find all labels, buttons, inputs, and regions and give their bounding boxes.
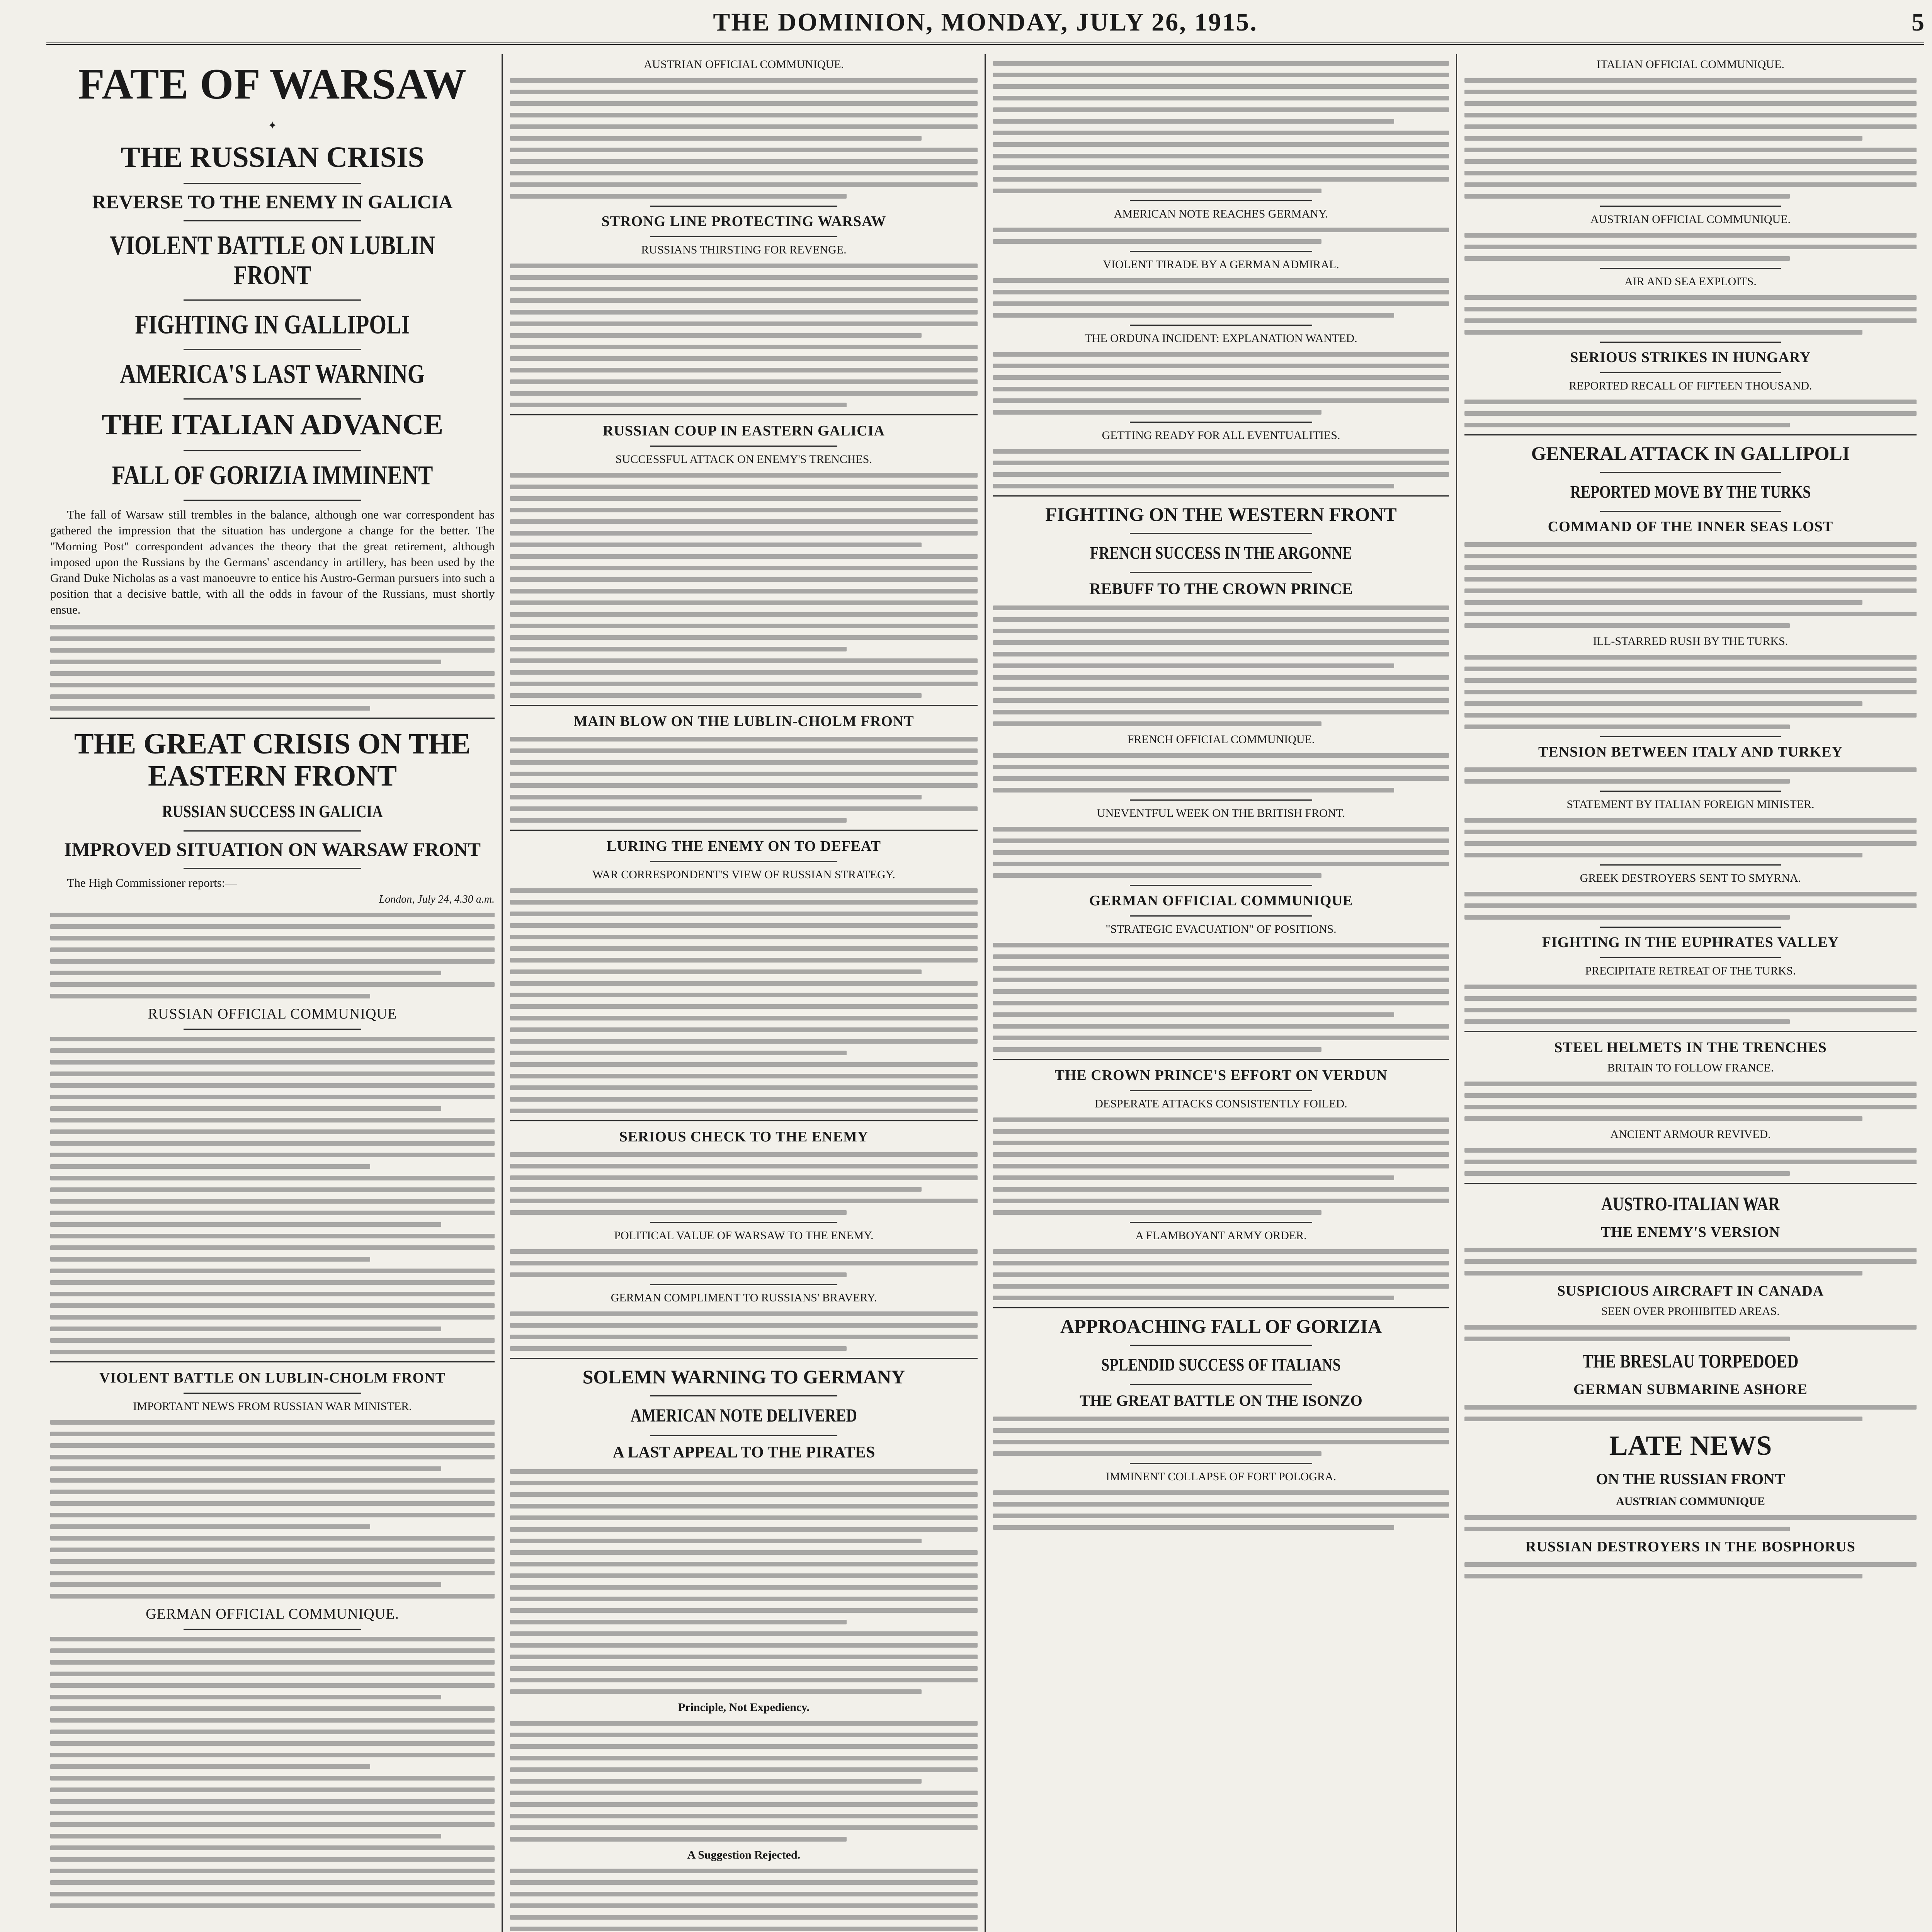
separator [1600,472,1781,473]
headline-strategic-evacuation: "STRATEGIC EVACUATION" OF POSITIONS. [1105,923,1337,936]
separator [184,830,361,832]
separator [1130,251,1312,252]
article-text [1464,818,1917,857]
article-text [50,913,495,998]
headline-eastern-front: THE GREAT CRISIS ON THE EASTERN FRONT [74,727,471,793]
separator [184,1393,361,1394]
separator [184,1029,361,1030]
separator [993,495,1449,497]
headline-breslau: THE BRESLAU TORPEDOED [1582,1350,1799,1372]
article-text [1464,400,1917,427]
headline-warsaw-situation: IMPROVED SITUATION ON WARSAW FRONT [64,838,481,861]
separator [1600,927,1781,928]
headline-russian-front: ON THE RUSSIAN FRONT [1596,1470,1785,1488]
separator [1130,572,1312,573]
headline-desperate-attacks: DESPERATE ATTACKS CONSISTENTLY FOILED. [1095,1097,1347,1111]
article-text [993,449,1449,488]
high-commissioner-line: The High Commissioner reports:— [67,876,237,889]
headline-enemys-version: THE ENEMY'S VERSION [1601,1224,1780,1241]
article-text [993,352,1449,415]
separator [184,1629,361,1630]
separator [1130,1463,1312,1464]
article-text [993,605,1449,726]
headline-austro-italian-war: AUSTRO-ITALIAN WAR [1601,1193,1780,1215]
headline-italian-communique: ITALIAN OFFICIAL COMMUNIQUE. [1597,58,1784,71]
headline-crown-prince-verdun: THE CROWN PRINCE'S EFFORT ON VERDUN [1054,1067,1388,1084]
page-number: 5 [1912,8,1924,36]
headline-getting-ready: GETTING READY FOR ALL EVENTUALITIES. [1102,429,1340,442]
headline-successful-attack: SUCCESSFUL ATTACK ON ENEMY'S TRENCHES. [616,453,872,466]
headline-steel-helmets: STEEL HELMETS IN THE TRENCHES [1554,1039,1827,1056]
separator [1130,325,1312,326]
headline-gallipoli: FIGHTING IN GALLIPOLI [135,310,410,340]
article-text [1464,1082,1917,1121]
headline-greek-destroyers: GREEK DESTROYERS SENT TO SMYRNA. [1580,872,1801,885]
article-text [510,473,978,698]
separator [993,1059,1449,1060]
article-text [510,78,978,199]
headline-euphrates: FIGHTING IN THE EUPHRATES VALLEY [1542,934,1839,951]
headline-prohibited-areas: SEEN OVER PROHIBITED AREAS. [1601,1305,1780,1318]
headline-orduna-incident: THE ORDUNA INCIDENT: EXPLANATION WANTED. [1085,332,1357,345]
separator [1600,342,1781,343]
headline-fate-of-warsaw: FATE OF WARSAW [78,60,467,108]
headline-russian-communique: RUSSIAN OFFICIAL COMMUNIQUE [148,1005,397,1022]
separator [50,718,495,719]
headline-german-communique: GERMAN OFFICIAL COMMUNIQUE. [146,1605,399,1622]
separator [650,861,837,862]
separator [1600,511,1781,512]
column-rule [985,54,986,1932]
masthead-title: THE DOMINION, MONDAY, JULY 26, 1915. [713,8,1258,36]
article-text [993,827,1449,878]
separator [1600,864,1781,866]
article-text [510,1249,978,1277]
separator [510,414,978,415]
column-1 [50,54,495,1932]
headline-austrian-communique-4: AUSTRIAN OFFICIAL COMMUNIQUE. [1590,213,1791,226]
headline-ancient-armour: ANCIENT ARMOUR REVIVED. [1610,1128,1771,1141]
separator [650,446,837,447]
headline-lublin-front: VIOLENT BATTLE ON LUBLIN FRONT [110,230,435,290]
article-text [510,264,978,407]
article-text [993,61,1449,193]
separator [510,830,978,831]
separator [510,1120,978,1121]
headline-note-reaches-germany: AMERICAN NOTE REACHES GERMANY. [1114,207,1328,220]
headline-american-note: AMERICAN NOTE DELIVERED [630,1405,857,1426]
headline-russian-destroyers: RUSSIAN DESTROYERS IN THE BOSPHORUS [1526,1539,1855,1555]
headline-german-compliment: GERMAN COMPLIMENT TO RUSSIANS' BRAVERY. [611,1291,877,1304]
article-text [1464,985,1917,1024]
separator [1130,200,1312,201]
headline-inner-seas: COMMAND OF THE INNER SEAS LOST [1548,519,1833,535]
separator [184,349,361,350]
headline-late-news: LATE NEWS [1609,1430,1772,1461]
headline-flamboyant-order: A FLAMBOYANT ARMY ORDER. [1135,1229,1307,1242]
article-text [1464,767,1917,784]
headline-gorizia: FALL OF GORIZIA IMMINENT [112,461,433,491]
dateline: London, July 24, 4.30 a.m. [379,893,495,905]
headline-solemn-warning: SOLEMN WARNING TO GERMANY [582,1366,905,1388]
headline-violent-tirade: VIOLENT TIRADE BY A GERMAN ADMIRAL. [1103,258,1339,271]
separator [184,868,361,869]
headline-general-attack: GENERAL ATTACK IN GALLIPOLI [1531,442,1850,464]
headline-foreign-minister: STATEMENT BY ITALIAN FOREIGN MINISTER. [1566,798,1815,811]
column-rule [1456,54,1457,1932]
headline-approaching-fall: APPROACHING FALL OF GORIZIA [1060,1315,1382,1337]
separator [1600,372,1781,373]
headline-french-communique: FRENCH OFFICIAL COMMUNIQUE. [1127,733,1315,746]
separator [1130,1345,1312,1346]
headline-thirsting-revenge: RUSSIANS THIRSTING FOR REVENGE. [641,243,847,256]
separator [1600,957,1781,958]
headline-strong-line: STRONG LINE PROTECTING WARSAW [601,213,886,230]
article-text [1464,1562,1917,1578]
article-text [1464,1515,1917,1531]
intro-paragraph: The fall of Warsaw still trembles in the balance, although one war correspondent has gathered the impression that the situation has undergone a change for the better. The "Morning Post" correspondent advances the theory that the great retirement, although imposed upon the Russians by the Germans' ascendancy in artillery, has been used by the Grand Duke Nicholas as a vast manoeuvre to entice his Austro-German pursuers into such a position that a decisive battle, with all the odds in favour of the Russians, must shortly ensue. [50,508,495,616]
article-text [993,228,1449,244]
headline-war-minister: IMPORTANT NEWS FROM RUSSIAN WAR MINISTER. [133,1400,412,1413]
headline-air-sea: AIR AND SEA EXPLOITS. [1624,275,1757,288]
separator [1130,422,1312,423]
separator [1130,1384,1312,1385]
article-text [1464,233,1917,261]
article-text [510,737,978,823]
article-text [1464,1248,1917,1276]
separator [1130,885,1312,886]
headline-uneventful-week: UNEVENTFUL WEEK ON THE BRITISH FRONT. [1097,807,1345,820]
article-text [1464,542,1917,628]
separator [1464,1031,1917,1032]
article-text [510,1469,978,1694]
headline-lublin-cholm: VIOLENT BATTLE ON LUBLIN-CHOLM FRONT [99,1369,446,1386]
headline-britain-follow: BRITAIN TO FOLLOW FRANCE. [1607,1061,1774,1075]
headline-serious-check: SERIOUS CHECK TO THE ENEMY [619,1129,869,1145]
separator [1130,1090,1312,1091]
headline-ill-starred: ILL-STARRED RUSH BY THE TURKS. [1593,635,1788,648]
separator [184,450,361,451]
separator [650,1435,837,1436]
headline-main-blow: MAIN BLOW ON THE LUBLIN-CHOLM FRONT [573,713,914,730]
article-text [50,1637,495,1908]
article-text [50,1420,495,1599]
headline-suspicious-aircraft: SUSPICIOUS AIRCRAFT IN CANADA [1557,1283,1824,1299]
separator [184,500,361,501]
headline-precipitate-retreat: PRECIPITATE RETREAT OF THE TURKS. [1585,964,1796,978]
column-rule [502,54,503,1932]
headline-russian-crisis: THE RUSSIAN CRISIS [121,141,424,173]
headline-french-success: FRENCH SUCCESS IN THE ARGONNE [1090,543,1352,563]
column-3 [993,54,1449,1932]
headline-austrian-communique: AUSTRIAN OFFICIAL COMMUNIQUE. [643,58,844,71]
separator [1464,434,1917,435]
headline-submarine-ashore: GERMAN SUBMARINE ASHORE [1573,1381,1808,1398]
article-text [50,1037,495,1354]
article-text [993,1117,1449,1215]
headline-russian-success: RUSSIAN SUCCESS IN GALICIA [162,801,383,821]
headline-political-value: POLITICAL VALUE OF WARSAW TO THE ENEMY. [614,1229,874,1242]
separator [993,1307,1449,1308]
article-text [993,1249,1449,1300]
article-text [993,1490,1449,1530]
column-2 [510,54,978,1932]
article-text [993,943,1449,1052]
separator [184,398,361,400]
headline-luring-enemy: LURING THE ENEMY ON TO DEFEAT [607,838,881,854]
article-text [1464,295,1917,335]
headline-splendid-success: SPLENDID SUCCESS OF ITALIANS [1101,1354,1341,1374]
separator [650,1284,837,1285]
article-text [1464,892,1917,920]
article-text [1464,1405,1917,1421]
separator [510,1358,978,1359]
separator [650,236,837,237]
separator [184,183,361,184]
article-text [1464,655,1917,729]
separator [1130,533,1312,534]
separator [1130,915,1312,917]
subhead-principle: Principle, Not Expediency. [678,1701,810,1714]
article-text [510,888,978,1113]
ornament: ✦ [268,119,277,132]
column-4 [1464,54,1917,1932]
separator [50,1361,495,1362]
separator [650,206,837,207]
article-text [510,1721,978,1842]
article-text [1464,1325,1917,1341]
headline-western-front: FIGHTING ON THE WESTERN FRONT [1045,503,1397,525]
headline-recall-fifteen: REPORTED RECALL OF FIFTEEN THOUSAND. [1569,379,1812,392]
subhead-suggestion: A Suggestion Rejected. [687,1848,801,1861]
separator [1600,791,1781,792]
article-text [993,753,1449,793]
headline-war-correspondent: WAR CORRESPONDENT'S VIEW OF RUSSIAN STRATEGY. [592,868,895,881]
headline-great-battle-isonzo: THE GREAT BATTLE ON THE ISONZO [1080,1392,1362,1410]
article-text [510,1311,978,1351]
headline-rebuff: REBUFF TO THE CROWN PRINCE [1089,580,1353,599]
article-text [50,625,495,711]
headline-russian-coup: RUSSIAN COUP IN EASTERN GALICIA [603,423,885,439]
headline-austrian-communique-late: AUSTRIAN COMMUNIQUE [1616,1495,1765,1508]
separator [1130,1222,1312,1223]
headline-reverse-galicia: REVERSE TO THE ENEMY IN GALICIA [92,191,453,213]
article-text [993,278,1449,318]
headline-german-communique-3: GERMAN OFFICIAL COMMUNIQUE [1089,893,1353,909]
headline-strikes-hungary: SERIOUS STRIKES IN HUNGARY [1570,349,1811,366]
separator [1600,736,1781,737]
headline-fort-pologra: IMMINENT COLLAPSE OF FORT POLOGRA. [1105,1470,1337,1483]
headline-last-appeal: A LAST APPEAL TO THE PIRATES [612,1444,875,1462]
article-text [993,1417,1449,1456]
separator [1464,1183,1917,1184]
article-text [1464,78,1917,199]
article-text [510,1152,978,1215]
separator [1600,268,1781,269]
separator [1130,799,1312,801]
headline-tension-italy-turkey: TENSION BETWEEN ITALY AND TURKEY [1538,744,1843,760]
headline-italian-advance: THE ITALIAN ADVANCE [101,408,444,441]
article-text [1464,1148,1917,1176]
separator [1600,206,1781,207]
separator [184,299,361,301]
separator [184,220,361,221]
article-text [510,1869,978,1932]
separator [510,705,978,706]
headline-americas-warning: AMERICA'S LAST WARNING [120,359,425,389]
masthead [46,8,1924,45]
separator [650,1222,837,1223]
headline-reported-move: REPORTED MOVE BY THE TURKS [1570,481,1811,502]
separator [650,1395,837,1396]
